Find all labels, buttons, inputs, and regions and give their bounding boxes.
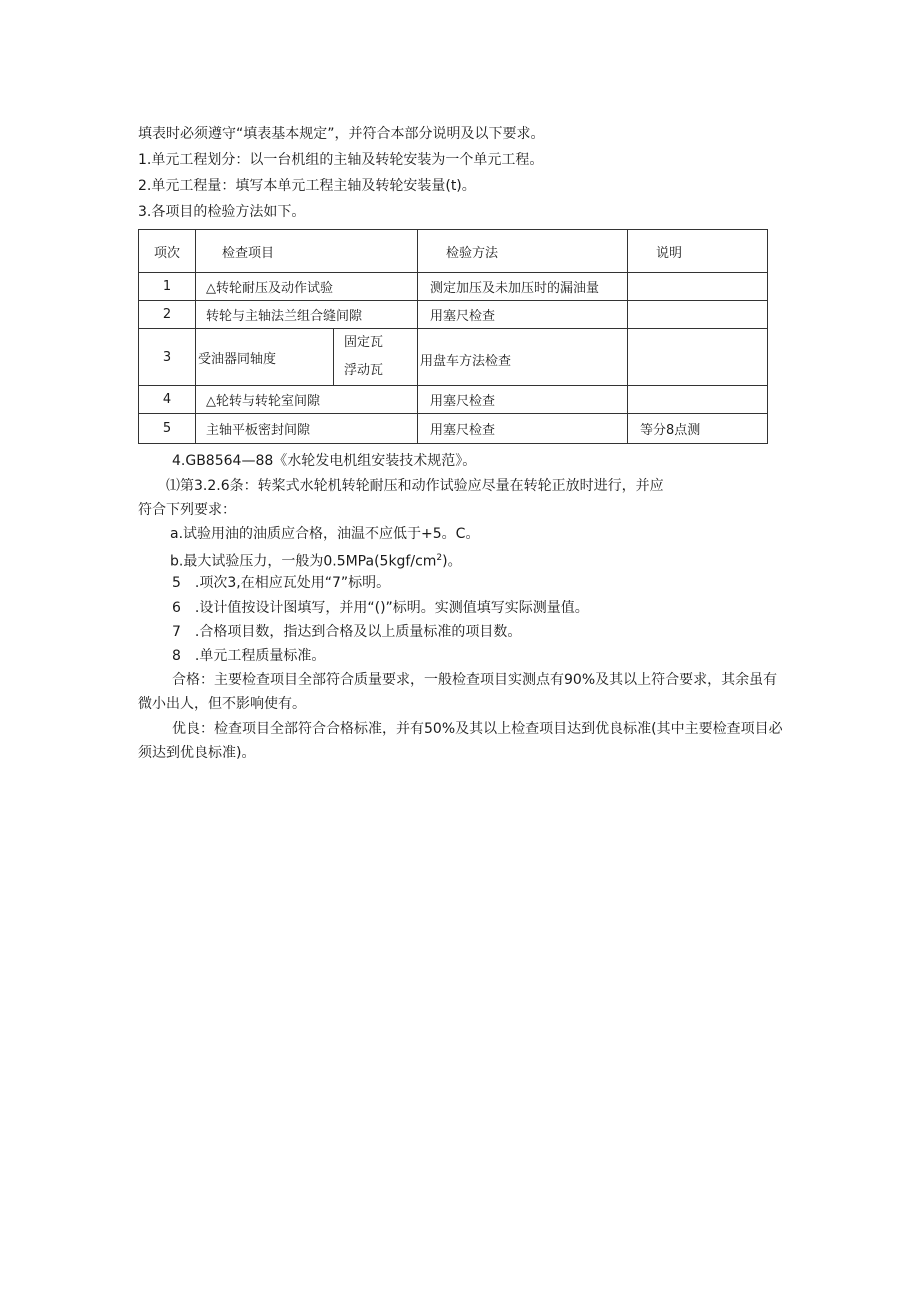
header-item: 检查项目: [196, 230, 418, 273]
pass-standard-cont: 微小出人，但不影响使有。: [138, 696, 306, 712]
header-note: 说明: [628, 230, 768, 273]
row-method: 用塞尺检查: [418, 414, 628, 444]
table-row: [139, 386, 768, 414]
header-no: 项次: [139, 230, 196, 273]
requirement-4-a: a.试验用油的油质应合格，油温不应低于+5。C。: [170, 526, 480, 542]
row-item: 主轴平板密封间隙: [196, 414, 418, 444]
excellent-standard-cont: 须达到优良标准)。: [138, 745, 256, 761]
requirement-4-clause-1: ⑴第3.2.6条：转桨式水轮机转轮耐压和动作试验应尽量在转轮正放时进行，并应: [166, 478, 664, 494]
requirement-4-b-text: b.最大试验压力，一般为0.5MPa(5kgf/cm: [170, 553, 437, 570]
requirement-1: 1.单元工程划分：以一台机组的主轴及转轮安装为一个单元工程。: [138, 152, 544, 168]
table-header-row: [139, 230, 768, 273]
row-no: 5: [139, 414, 196, 444]
requirement-8: 8 .单元工程质量标准。: [172, 648, 326, 664]
row-method: 测定加压及未加压时的漏油量: [418, 273, 628, 301]
row-note: [628, 386, 768, 414]
requirement-4: 4.GB8564—88《水轮发电机组安装技术规范》。: [172, 453, 477, 469]
requirement-6: 6 .设计值按设计图填写，并用“()”标明。实测值填写实际测量值。: [172, 600, 589, 616]
inspection-method-table: [138, 229, 768, 444]
requirement-4-b-end: )。: [442, 553, 462, 570]
row-method: 用塞尺检查: [418, 386, 628, 414]
requirement-2: 2.单元工程量：填写本单元工程主轴及转轮安装量(t)。: [138, 178, 476, 194]
requirement-5: 5 .项次3,在相应瓦处用“7”标明。: [172, 575, 391, 591]
requirement-4-b: [170, 548, 462, 572]
table-row: [139, 273, 768, 301]
pass-standard: 合格：主要检查项目全部符合质量要求，一般检查项目实测点有90%及其以上符合要求，其余虽有: [172, 672, 778, 688]
row-item: △轮转与转轮室间隙: [196, 386, 418, 414]
row-no: 1: [139, 273, 196, 301]
row-no: 4: [139, 386, 196, 414]
row-no: 2: [139, 301, 196, 329]
row-note: [628, 301, 768, 329]
superscript-2: 2: [436, 553, 443, 563]
row-note: [628, 329, 768, 386]
requirement-3: 3.各项目的检验方法如下。: [138, 204, 306, 220]
table-row: [139, 301, 768, 329]
row-sub-items: [334, 329, 418, 386]
sub-item-floating-pad: 浮动瓦: [344, 363, 384, 378]
excellent-standard: 优良：检查项目全部符合合格标准，并有50%及其以上检查项目达到优良标准(其中主要检查项目必: [172, 721, 783, 737]
row-item: △转轮耐压及动作试验: [196, 273, 418, 301]
requirement-7: 7 .合格项目数，指达到合格及以上质量标准的项目数。: [172, 624, 522, 640]
sub-item-fixed-pad: 固定瓦: [344, 335, 384, 350]
row-no: 3: [139, 329, 196, 386]
row-method: 用塞尺检查: [418, 301, 628, 329]
header-method: 检验方法: [418, 230, 628, 273]
intro-text: 填表时必须遵守“填表基本规定”，并符合本部分说明及以下要求。: [138, 126, 545, 142]
row-note: 等分8点测: [628, 414, 768, 444]
table-row: [139, 329, 768, 386]
row-method: 用盘车方法检查: [418, 329, 628, 386]
row-item: 转轮与主轴法兰组合缝间隙: [196, 301, 418, 329]
table-row: [139, 414, 768, 444]
row-item: 受油器同轴度: [196, 329, 334, 386]
requirement-4-clause-1-cont: 符合下列要求：: [138, 502, 236, 518]
row-note: [628, 273, 768, 301]
